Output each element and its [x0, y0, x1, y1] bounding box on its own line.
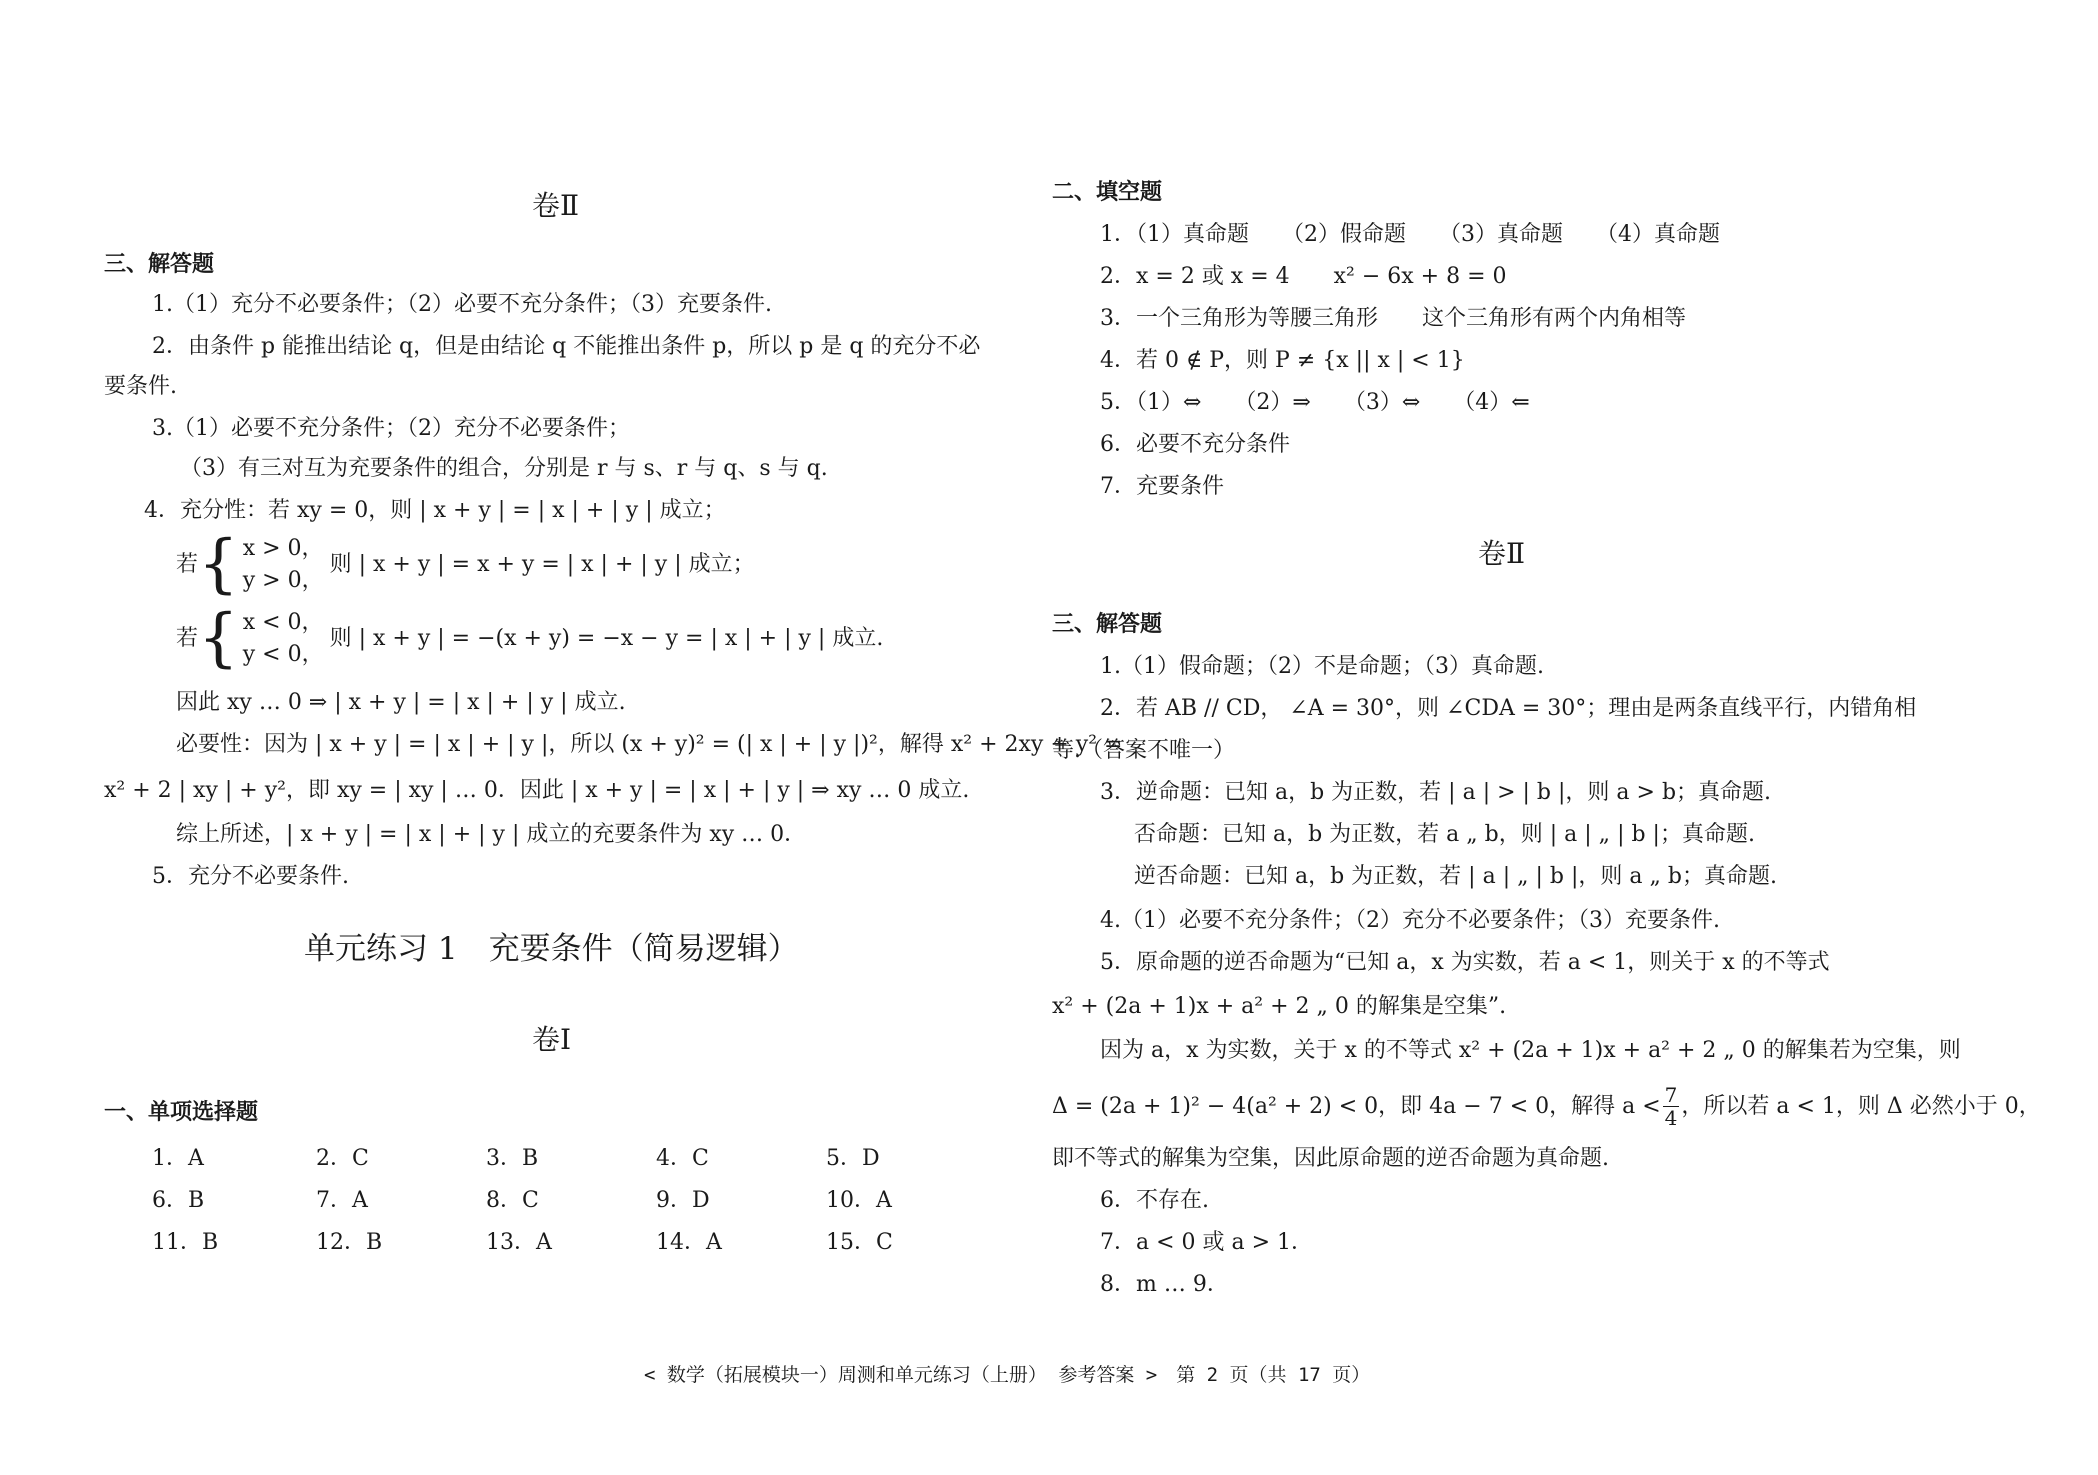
left-volume1-title: 卷Ⅰ — [532, 1023, 572, 1056]
left-section3-title: 三、解答题 — [104, 252, 215, 277]
choice-answer: 7．A — [316, 1188, 368, 1213]
fill-answer-line: 7．充要条件 — [1100, 474, 1224, 499]
left-answer-line: x² + 2 | xy | + y²，即 xy = | xy | … 0．因此 | x + y | = | x | + | y | ⇒ xy … 0 成立. — [104, 778, 970, 803]
left-answer-line: 综上所述，| x + y | = | x | + | y | 成立的充要条件为 xy … 0． — [176, 822, 807, 847]
fill-answer-line: 2．x = 2 或 x = 4 x² − 6x + 8 = 0 — [1100, 264, 1507, 289]
choice-answer: 2．C — [316, 1146, 369, 1171]
case-condition: y > 0， — [242, 567, 324, 593]
choice-answer: 12．B — [316, 1230, 383, 1255]
right-answer-line: 4.（1）必要不充分条件；（2）充分不必要条件；（3）充要条件. — [1100, 908, 1720, 933]
right-answer-line: 否命题：已知 a，b 为正数，若 a „ b，则 | a | „ | b |；真命题. — [1134, 822, 1755, 847]
right-answer-line: x² + (2a + 1)x + a² + 2 „ 0 的解集是空集”. — [1052, 994, 1507, 1019]
right-answer-line: 5．原命题的逆否命题为“已知 a，x 为实数，若 a < 1，则关于 x 的不等式 — [1100, 950, 1830, 975]
case-condition: x < 0， — [242, 609, 324, 635]
right-answer-line: 8．m … 9． — [1100, 1272, 1229, 1297]
case-prefix: 若 — [176, 551, 199, 577]
choice-answer: 11．B — [152, 1230, 219, 1255]
left-answer-line: 3.（1）必要不充分条件；（2）充分不必要条件； — [152, 416, 630, 441]
fraction — [1663, 1084, 1680, 1129]
delta-line-start: Δ = (2a + 1)² − 4(a² + 2) < 0，即 4a − 7 < 0，解得 a < — [1052, 1093, 1661, 1119]
choice-answer: 5．D — [826, 1146, 880, 1171]
right-section3-title: 三、解答题 — [1052, 612, 1163, 637]
choice-answer: 15．C — [826, 1230, 893, 1255]
choice-answer: 4．C — [656, 1146, 709, 1171]
right-answer-line: 7．a < 0 或 a > 1． — [1100, 1230, 1314, 1255]
choice-answer: 1．A — [152, 1146, 204, 1171]
right-answer-line: 因为 a，x 为实数，关于 x 的不等式 x² + (2a + 1)x + a² + 2 „ 0 的解集若为空集，则 — [1100, 1038, 1961, 1063]
left-answer-line: 必要性：因为 | x + y | = | x | + | y |，所以 (x + y)² = (| x | + | y |)²，解得 x² + 2xy + y² = — [176, 732, 1123, 757]
left-answer-line: 1.（1）充分不必要条件；（2）必要不充分条件；（3）充要条件. — [152, 292, 772, 317]
right-volume2-title: 卷Ⅱ — [1478, 537, 1526, 570]
choice-answer: 8．C — [486, 1188, 539, 1213]
left-brace-icon: { — [198, 601, 239, 675]
left-answer-line: （3）有三对互为充要条件的组合，分别是 r 与 s、r 与 q、s 与 q. — [180, 456, 828, 481]
choice-answer: 10．A — [826, 1188, 892, 1213]
right-answer-line: 1.（1）假命题；（2）不是命题；（3）真命题. — [1100, 654, 1544, 679]
right-answer-line: 3．逆命题：已知 a，b 为正数，若 | a | > | b |，则 a > b；真命题. — [1100, 780, 1772, 805]
delta-line — [1052, 1084, 2041, 1129]
left-brace-icon: { — [198, 527, 239, 601]
fill-answer-line: 1．（1）真命题 （2）假命题 （3）真命题 （4）真命题 — [1100, 222, 1720, 247]
left-answer-line: 2．由条件 p 能推出结论 q，但是由结论 q 不能推出条件 p，所以 p 是 q 的充分不必 — [152, 334, 981, 359]
case-result: 则 | x + y | = −(x + y) = −x − y = | x | + | y | 成立. — [329, 625, 884, 651]
case-condition: x > 0， — [242, 535, 324, 561]
right-answer-line: 等.（答案不唯一） — [1052, 738, 1235, 763]
fill-answer-line: 5．（1）⇔ （2）⇒ （3）⇔ （4）⇐ — [1100, 390, 1530, 415]
left-answer-line: 4．充分性：若 xy = 0，则 | x + y | = | x | + | y | 成立； — [144, 498, 726, 523]
choice-answer: 14．A — [656, 1230, 722, 1255]
right-answer-line: 6．不存在. — [1100, 1188, 1209, 1213]
case-prefix: 若 — [176, 625, 199, 651]
left-section1-title: 一、单项选择题 — [104, 1100, 259, 1125]
left-answer-line: 因此 xy … 0 ⇒ | x + y | = | x | + | y | 成立. — [176, 690, 626, 715]
case-condition: y < 0， — [242, 641, 324, 667]
left-volume2-title: 卷Ⅱ — [532, 189, 580, 222]
choice-answer: 3．B — [486, 1146, 539, 1171]
unit-title: 单元练习 1 充要条件（简易逻辑） — [304, 931, 799, 967]
choice-answer: 6．B — [152, 1188, 205, 1213]
fill-answer-line: 3．一个三角形为等腰三角形 这个三角形有两个内角相等 — [1100, 306, 1686, 331]
right-answer-line: 2．若 AB // CD， ∠A = 30°，则 ∠CDA = 30°；理由是两条直线平行，内错角相 — [1100, 696, 1917, 721]
left-answer-line: 要条件. — [104, 374, 177, 399]
left-answer-line: 5．充分不必要条件. — [152, 864, 349, 889]
case-positive — [176, 527, 755, 601]
right-answer-line: 逆否命题：已知 a，b 为正数，若 | a | „ | b |，则 a „ b；真命题. — [1134, 864, 1777, 889]
fraction-numerator: 7 — [1664, 1083, 1678, 1107]
case-result: 则 | x + y | = x + y = | x | + | y | 成立； — [329, 551, 755, 577]
right-answer-line: 即不等式的解集为空集，因此原命题的逆否命题为真命题. — [1052, 1146, 1609, 1171]
right-section2-title: 二、填空题 — [1052, 180, 1163, 205]
page-footer: < 数学（拓展模块一）周测和单元练习（上册） 参考答案 > 第 2 页（共 17 页） — [644, 1364, 1371, 1386]
case-negative — [176, 601, 884, 675]
fraction-denominator: 4 — [1664, 1106, 1678, 1130]
choice-answer: 13．A — [486, 1230, 552, 1255]
fill-answer-line: 4．若 0 ∉ P，则 P ≠ {x || x | < 1} — [1100, 348, 1465, 373]
choice-answer: 9．D — [656, 1188, 710, 1213]
fill-answer-line: 6．必要不充分条件 — [1100, 432, 1290, 457]
delta-line-end: ，所以若 a < 1，则 Δ 必然小于 0， — [1681, 1093, 2041, 1119]
